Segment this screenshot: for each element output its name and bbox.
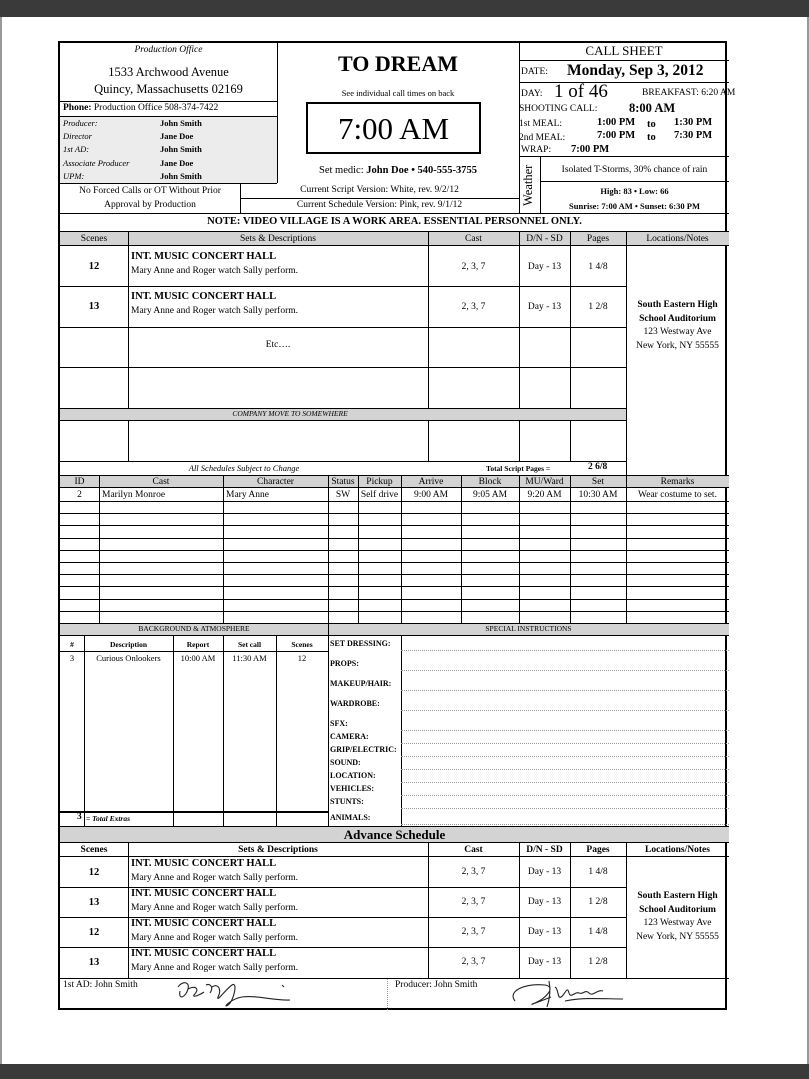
scene-cast: 2, 3, 7: [461, 301, 486, 312]
advance-title: Advance Schedule: [343, 827, 446, 842]
advance-cast: 2, 3, 7: [461, 897, 486, 907]
cast-col-header: Pickup: [366, 476, 393, 487]
advance-set: INT. MUSIC CONCERT HALL: [131, 918, 277, 929]
cast-col-header: Remarks: [660, 476, 695, 487]
advance-pages: 1 4/8: [588, 927, 608, 937]
date-label: DATE:: [521, 67, 548, 77]
crew-name: John Smith: [160, 118, 202, 128]
script-version: Current Script Version: White, rev. 9/2/12: [300, 185, 459, 195]
advance-set: INT. MUSIC CONCERT HALL: [131, 858, 277, 869]
cast-col-header: ID: [74, 476, 85, 487]
advance-scene-number: 12: [88, 926, 100, 938]
advance-scene-number: 13: [88, 896, 100, 908]
meal2-label: 2nd MEAL:: [519, 133, 566, 143]
bg-title: BACKGROUND & ATMOSPHERE: [138, 624, 250, 633]
wrap-label: WRAP:: [521, 145, 552, 155]
scene-pages: 1 4/8: [588, 261, 608, 272]
cast-block: 9:05 AM: [472, 489, 508, 500]
location-line3: 123 Westway Ave: [643, 327, 712, 337]
cast-col-header: Character: [257, 476, 294, 487]
special-label: CAMERA:: [330, 732, 369, 741]
advance-location-line3: 123 Westway Ave: [643, 918, 712, 928]
advance-pages: 1 2/8: [588, 897, 608, 907]
scene-number: 12: [88, 261, 100, 272]
company-move-text: COMPANY MOVE TO SOMEWHERE: [232, 409, 348, 418]
cast-col-header: Block: [478, 476, 502, 487]
producer-signature: [505, 977, 635, 1013]
advance-pages: 1 2/8: [588, 957, 608, 967]
production-office-label: Production Office: [134, 45, 203, 55]
advance-desc: Mary Anne and Roger watch Sally perform.: [131, 933, 298, 943]
cast-col-header: Status: [331, 476, 355, 487]
cast-col-header: Cast: [152, 476, 170, 487]
advance-desc: Mary Anne and Roger watch Sally perform.: [131, 903, 298, 913]
advance-location-line1: South Eastern High: [637, 891, 718, 901]
crew-name: John Smith: [160, 170, 202, 181]
cast-status: SW: [335, 489, 351, 500]
advance-dn: Day - 13: [527, 957, 562, 967]
scene-cast: 2, 3, 7: [461, 261, 486, 272]
crew-name: John Smith: [160, 144, 202, 155]
special-label: PROPS:: [330, 659, 359, 668]
bg-report: 10:00 AM: [180, 652, 216, 663]
advance-desc: Mary Anne and Roger watch Sally perform.: [131, 963, 298, 973]
advance-set: INT. MUSIC CONCERT HALL: [131, 948, 277, 959]
advance-location-line4: New York, NY 55555: [636, 932, 719, 942]
scene-set: INT. MUSIC CONCERT HALL: [131, 291, 277, 302]
advance-location-line2: School Auditorium: [639, 905, 716, 915]
scene-col-header: Scenes: [80, 233, 108, 244]
scene-dn: Day - 13: [527, 301, 562, 312]
weather-temps: High: 83 • Low: 66: [600, 186, 669, 196]
shooting-call-time: 8:00 AM: [629, 101, 676, 115]
advance-dn: Day - 13: [527, 927, 562, 937]
meal1-label: 1st MEAL:: [519, 119, 563, 129]
scene-pages: 1 2/8: [588, 301, 608, 312]
advance-set: INT. MUSIC CONCERT HALL: [131, 888, 277, 899]
total-pages-value: 2 6/8: [588, 462, 608, 472]
meal1-start: 1:00 PM: [597, 117, 636, 128]
scene-col-header: Pages: [586, 233, 610, 244]
meal2-to: to: [647, 132, 656, 143]
cast-cast: Marilyn Monroe: [102, 489, 166, 500]
viewer-bottom-bar: [0, 1064, 809, 1079]
crew-name: Jane Doe: [160, 131, 194, 142]
general-call-box: [306, 102, 481, 154]
advance-scene-number: 12: [88, 866, 100, 878]
crew-role: Director: [63, 131, 92, 142]
crew-role: Associate Producer: [63, 157, 130, 168]
scene-col-header: Locations/Notes: [646, 233, 709, 244]
scene-set: INT. MUSIC CONCERT HALL: [131, 251, 277, 262]
special-label: SET DRESSING:: [330, 639, 391, 648]
cast-id: 2: [77, 489, 82, 500]
special-label: SFX:: [330, 719, 348, 728]
set-medic: Set medic: John Doe • 540-555-3755: [319, 165, 477, 176]
meal1-to: to: [647, 119, 656, 130]
special-label: VEHICLES:: [330, 784, 375, 793]
special-title: SPECIAL INSTRUCTIONS: [485, 624, 572, 633]
day-label: DAY:: [521, 89, 543, 99]
advance-dn: Day - 13: [527, 897, 562, 907]
advance-col-header: Locations/Notes: [645, 845, 710, 855]
cast-character: Mary Anne: [226, 489, 270, 500]
footer-first-ad: 1st AD: John Smith: [63, 980, 138, 990]
cast-col-header: Set: [591, 476, 605, 487]
shooting-call-label: SHOOTING CALL:: [519, 104, 598, 114]
bg-col-header: Report: [186, 639, 210, 649]
location-line4: New York, NY 55555: [636, 341, 719, 351]
advance-col-header: Pages: [586, 845, 610, 855]
call-sheet-heading: CALL SHEET: [585, 43, 663, 58]
cast-remarks: Wear costume to set.: [638, 489, 717, 500]
special-label: ANIMALS:: [330, 813, 371, 822]
cast-set: 10:30 AM: [578, 489, 618, 500]
crew-name: Jane Doe: [160, 157, 194, 168]
bg-total-label: = Total Extras: [86, 814, 131, 823]
advance-dn: Day - 13: [527, 867, 562, 877]
notice-line1: No Forced Calls or OT Without Prior: [79, 186, 221, 196]
weather-label: Weather: [521, 164, 535, 206]
first-ad-signature: [170, 979, 310, 1011]
production-title: TO DREAM: [338, 51, 458, 76]
video-village-note: NOTE: VIDEO VILLAGE IS A WORK AREA. ESSENTIAL PERSONNEL ONLY.: [207, 216, 582, 227]
advance-cast: 2, 3, 7: [461, 867, 486, 877]
scene-number: 13: [88, 301, 100, 312]
office-phone: Phone: Production Office 508-374-7422: [63, 103, 219, 113]
location-line1: South Eastern High: [637, 300, 718, 310]
advance-cast: 2, 3, 7: [461, 927, 486, 937]
special-label: GRIP/ELECTRIC:: [330, 745, 397, 754]
cast-col-header: Arrive: [418, 476, 444, 487]
bg-desc: Curious Onlookers: [96, 652, 161, 663]
page-edge-left: [0, 17, 2, 1064]
scene-col-header: D/N - SD: [526, 233, 563, 244]
bg-num: 3: [69, 652, 75, 663]
bg-col-header: Description: [109, 639, 148, 649]
subject-to-change: All Schedules Subject to Change: [188, 463, 300, 473]
call-note: See individual call times on back: [341, 88, 455, 98]
weather-forecast: Isolated T-Storms, 30% chance of rain: [561, 165, 708, 175]
meal2-start: 7:00 PM: [597, 130, 636, 141]
advance-col-header: Scenes: [80, 845, 108, 855]
scene-dn: Day - 13: [527, 261, 562, 272]
scene-desc: Mary Anne and Roger watch Sally perform.: [131, 306, 298, 316]
bg-col-header: #: [70, 639, 74, 649]
general-call-time: 7:00 AM: [337, 111, 450, 146]
crew-role: Producer:: [63, 118, 98, 128]
cast-mu: 9:20 AM: [527, 489, 562, 500]
office-street: 1533 Archwood Avenue: [108, 65, 229, 79]
scene-col-header: Sets & Descriptions: [240, 233, 316, 244]
special-label: SOUND:: [330, 758, 361, 767]
scene-col-header: Cast: [465, 233, 482, 244]
bg-setcall: 11:30 AM: [232, 652, 267, 663]
sunrise-sunset: Sunrise: 7:00 AM • Sunset: 6:30 PM: [569, 201, 700, 211]
advance-pages: 1 4/8: [588, 867, 608, 877]
special-label: LOCATION:: [330, 771, 376, 780]
footer-producer: Producer: John Smith: [395, 980, 478, 990]
shoot-day: 1 of 46: [554, 81, 608, 102]
etc-text: Etc….: [265, 340, 291, 350]
meal1-end: 1:30 PM: [674, 117, 713, 128]
cast-pickup: Self drive: [360, 489, 399, 500]
call-sheet-page: [58, 41, 736, 1010]
cast-arrive: 9:00 AM: [413, 489, 449, 500]
bg-total-num: 3: [77, 812, 82, 822]
scene-desc: Mary Anne and Roger watch Sally perform.: [131, 266, 298, 276]
special-label: MAKEUP/HAIR:: [330, 679, 392, 688]
bg-scenes: 12: [297, 652, 307, 663]
schedule-version: Current Schedule Version: Pink, rev. 9/1/12: [296, 200, 463, 210]
crew-role: 1st AD:: [63, 144, 90, 155]
advance-scene-number: 13: [88, 956, 100, 968]
breakfast: BREAKFAST: 6:20 AM: [642, 88, 736, 98]
advance-col-header: Cast: [464, 845, 483, 855]
crew-role: UPM:: [63, 170, 85, 181]
advance-col-header: D/N - SD: [526, 845, 563, 855]
special-label: WARDROBE:: [330, 699, 380, 708]
office-city: Quincy, Massachusetts 02169: [94, 82, 243, 96]
call-date: Monday, Sep 3, 2012: [567, 62, 704, 79]
total-pages-label: Total Script Pages =: [486, 464, 551, 473]
special-label: STUNTS:: [330, 797, 364, 806]
bg-col-header: Scenes: [291, 639, 313, 649]
notice-line2: Approval by Production: [104, 200, 196, 210]
meal2-end: 7:30 PM: [674, 130, 713, 141]
cast-col-header: MU/Ward: [525, 476, 564, 487]
wrap-time: 7:00 PM: [571, 144, 610, 155]
viewer-top-bar: [0, 0, 809, 17]
bg-col-header: Set call: [237, 639, 262, 649]
advance-cast: 2, 3, 7: [461, 957, 486, 967]
advance-col-header: Sets & Descriptions: [238, 845, 318, 855]
advance-desc: Mary Anne and Roger watch Sally perform.: [131, 873, 298, 883]
location-line2: School Auditorium: [639, 314, 716, 324]
